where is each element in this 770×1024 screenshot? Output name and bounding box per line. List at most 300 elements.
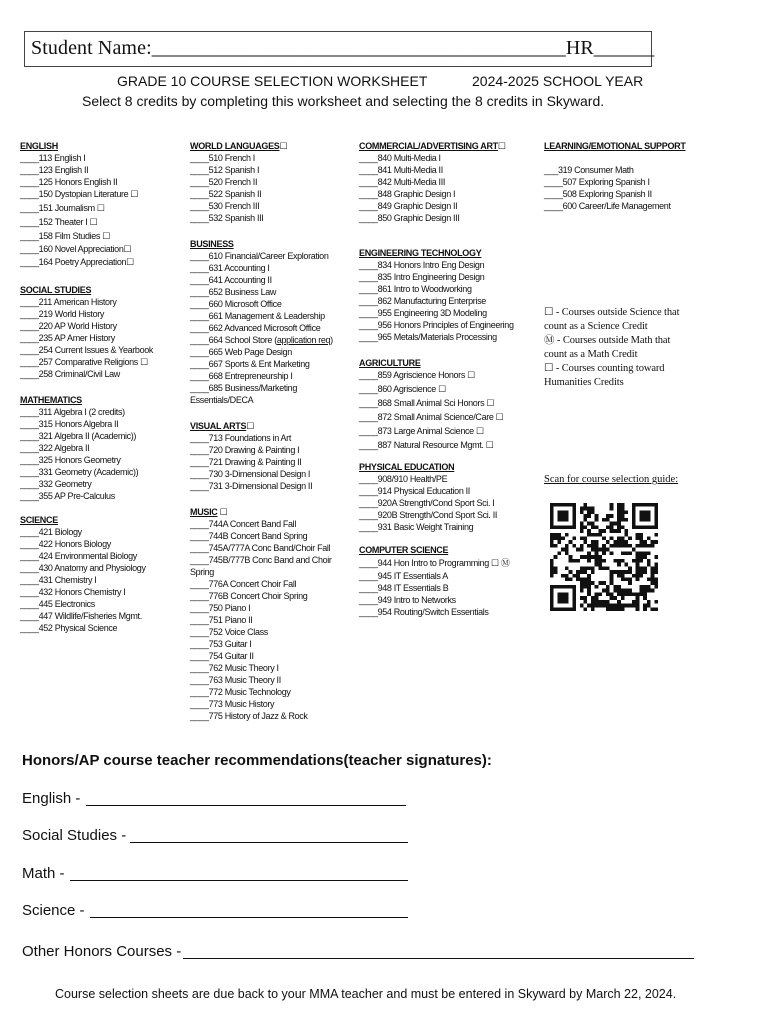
- qr-module: [580, 522, 584, 526]
- qr-module: [639, 566, 643, 570]
- course-item: ____512 Spanish I: [190, 165, 260, 175]
- qr-module: [550, 533, 554, 537]
- qr-module: [572, 607, 576, 611]
- qr-module: [587, 577, 591, 581]
- qr-module: [651, 574, 655, 578]
- qr-module: [643, 585, 647, 589]
- qr-module: [565, 514, 569, 518]
- qr-module: [610, 507, 614, 511]
- qr-module: [584, 540, 588, 544]
- qr-module: [565, 596, 569, 600]
- course-item: ____258 Criminal/Civil Law: [20, 369, 120, 379]
- qr-module: [639, 503, 643, 507]
- qr-module: [636, 596, 640, 600]
- qr-module: [654, 525, 658, 529]
- worksheet-title: GRADE 10 COURSE SELECTION WORKSHEET: [117, 73, 428, 89]
- course-item: ____859 Agriscience Honors ☐: [359, 370, 475, 380]
- qr-module: [610, 544, 614, 548]
- science-signature-label: Science -: [22, 902, 85, 919]
- qr-module: [651, 566, 655, 570]
- course-item: ____631 Accounting I: [190, 263, 270, 273]
- qr-module: [628, 592, 632, 596]
- qr-module: [602, 559, 606, 563]
- qr-module: [617, 585, 621, 589]
- course-item: Spring: [190, 567, 214, 577]
- qr-module: [554, 566, 558, 570]
- qr-module: [569, 559, 573, 563]
- qr-module: [584, 518, 588, 522]
- qr-module: [550, 537, 554, 541]
- application-required-link[interactable]: application req: [276, 335, 331, 345]
- qr-module: [557, 607, 561, 611]
- qr-module: [595, 525, 599, 529]
- course-item: ____955 Engineering 3D Modeling: [359, 308, 487, 318]
- qr-module: [587, 559, 591, 563]
- course-item: ____730 3-Dimensional Design I: [190, 469, 311, 479]
- qr-module: [636, 559, 640, 563]
- course-item: ____842 Multi-Media III: [359, 177, 446, 187]
- course-item: ____235 AP Amer History: [20, 333, 115, 343]
- qr-module: [647, 544, 651, 548]
- course-item: ____944 Hon Intro to Programming ☐ Ⓜ: [359, 558, 510, 568]
- course-item: ____721 Drawing & Painting II: [190, 457, 302, 467]
- math-signature-line[interactable]: [70, 880, 408, 881]
- qr-module: [632, 604, 636, 608]
- qr-module: [617, 607, 621, 611]
- qr-module: [643, 566, 647, 570]
- qr-module: [602, 529, 606, 533]
- qr-module: [647, 589, 651, 593]
- qr-module: [621, 574, 625, 578]
- qr-module: [632, 518, 636, 522]
- credit-legend: [544, 306, 694, 390]
- course-item: ____641 Accounting II: [190, 275, 272, 285]
- qr-module: [595, 592, 599, 596]
- qr-module: [621, 537, 625, 541]
- qr-module: [557, 514, 561, 518]
- qr-module: [550, 522, 554, 526]
- qr-module: [591, 566, 595, 570]
- qr-module: [584, 596, 588, 600]
- course-item: ____158 Film Studies ☐: [20, 231, 110, 241]
- course-item: ____745B/777B Conc Band and Choir: [190, 555, 332, 565]
- course-item: ____750 Piano I: [190, 603, 251, 613]
- qr-module: [643, 525, 647, 529]
- course-item: ____532 Spanish III: [190, 213, 264, 223]
- course-item: ____432 Honors Chemistry I: [20, 587, 126, 597]
- qr-module: [569, 585, 573, 589]
- qr-module: [639, 570, 643, 574]
- qr-module: [580, 585, 584, 589]
- qr-module: [580, 596, 584, 600]
- other-honors-signature-line[interactable]: [183, 958, 694, 959]
- course-item: ____431 Chemistry I: [20, 575, 97, 585]
- qr-module: [572, 596, 576, 600]
- qr-module: [565, 600, 569, 604]
- qr-module: [587, 566, 591, 570]
- qr-module: [613, 529, 617, 533]
- qr-module: [643, 592, 647, 596]
- section-title-science: SCIENCE: [20, 515, 58, 525]
- qr-module: [595, 600, 599, 604]
- qr-module: [557, 525, 561, 529]
- qr-module: [639, 518, 643, 522]
- qr-module: [624, 604, 628, 608]
- qr-module: [639, 589, 643, 593]
- qr-module: [606, 540, 610, 544]
- qr-module: [595, 540, 599, 544]
- qr-module: [651, 577, 655, 581]
- course-item: ____321 Algebra II (Academic)): [20, 431, 137, 441]
- qr-module: [602, 548, 606, 552]
- qr-module: [561, 600, 565, 604]
- humanities-credit-marker: ☐: [246, 421, 254, 431]
- course-item: ____954 Routing/Switch Essentials: [359, 607, 489, 617]
- qr-module: [580, 537, 584, 541]
- qr-module: [621, 570, 625, 574]
- qr-module: [554, 525, 558, 529]
- science-signature-line[interactable]: [90, 917, 408, 918]
- qr-module: [591, 525, 595, 529]
- qr-module: [639, 525, 643, 529]
- course-item: ____887 Natural Resource Mgmt. ☐: [359, 440, 494, 450]
- qr-module: [628, 570, 632, 574]
- qr-module: [643, 570, 647, 574]
- qr-module: [595, 563, 599, 567]
- qr-module: [621, 514, 625, 518]
- course-item: ____332 Geometry: [20, 479, 92, 489]
- qr-module: [624, 533, 628, 537]
- qr-module: [565, 566, 569, 570]
- qr-module: [557, 503, 561, 507]
- student-name-box[interactable]: [24, 31, 655, 67]
- qr-module: [598, 563, 602, 567]
- qr-module: [643, 551, 647, 555]
- qr-module: [628, 581, 632, 585]
- qr-module: [550, 559, 554, 563]
- course-item: ____665 Web Page Design: [190, 347, 292, 357]
- course-item: ____610 Financial/Career Exploration: [190, 251, 329, 261]
- qr-module: [610, 522, 614, 526]
- qr-module: [565, 510, 569, 514]
- qr-module: [624, 529, 628, 533]
- qr-module: [639, 514, 643, 518]
- qr-module: [639, 540, 643, 544]
- qr-module: [624, 592, 628, 596]
- course-item: ____745A/777A Conc Band/Choir Fall: [190, 543, 331, 553]
- qr-module: [654, 555, 658, 559]
- qr-module: [580, 589, 584, 593]
- qr-module: [643, 510, 647, 514]
- qr-module: [591, 596, 595, 600]
- qr-module: [561, 537, 565, 541]
- qr-module: [632, 574, 636, 578]
- qr-module: [610, 537, 614, 541]
- qr-module: [617, 537, 621, 541]
- section-title-world-languages: WORLD LANGUAGES: [190, 141, 280, 151]
- qr-module: [598, 581, 602, 585]
- qr-module: [602, 566, 606, 570]
- qr-module: [561, 592, 565, 596]
- qr-module: [595, 533, 599, 537]
- qr-module: [643, 589, 647, 593]
- course-item: ____661 Management & Leadership: [190, 311, 325, 321]
- qr-module: [554, 585, 558, 589]
- qr-module: [569, 540, 573, 544]
- qr-module: [654, 566, 658, 570]
- course-item: ____744B Concert Band Spring: [190, 531, 308, 541]
- english-signature-line[interactable]: [86, 805, 406, 806]
- qr-module: [654, 563, 658, 567]
- qr-module: [617, 592, 621, 596]
- qr-module: [636, 525, 640, 529]
- section-title-visual-arts: VISUAL ARTS: [190, 421, 247, 431]
- course-item: ____840 Multi-Media I: [359, 153, 441, 163]
- qr-module: [550, 566, 554, 570]
- qr-module: [606, 592, 610, 596]
- qr-module: [654, 510, 658, 514]
- qr-module: [576, 548, 580, 552]
- qr-module: [617, 514, 621, 518]
- qr-module: [617, 563, 621, 567]
- course-item: ____848 Graphic Design I: [359, 189, 456, 199]
- qr-module: [654, 570, 658, 574]
- qr-module: [643, 555, 647, 559]
- qr-module: [647, 559, 651, 563]
- qr-module: [647, 503, 651, 507]
- qr-module: [606, 607, 610, 611]
- qr-module: [651, 581, 655, 585]
- legend-math-credit: Ⓜ - Courses outside Math that count as a Math Credit: [544, 335, 671, 360]
- column-1: [20, 140, 153, 634]
- course-item: [190, 334, 333, 346]
- section-title-computer-science: COMPUTER SCIENCE: [359, 545, 449, 555]
- course-item: ____872 Small Animal Science/Care ☐: [359, 412, 504, 422]
- section-title-engineering: ENGINEERING TECHNOLOGY: [359, 248, 482, 258]
- qr-module: [632, 559, 636, 563]
- course-item: ____422 Honors Biology: [20, 539, 111, 549]
- qr-module: [587, 544, 591, 548]
- qr-module: [587, 589, 591, 593]
- qr-module: [591, 544, 595, 548]
- qr-module: [569, 570, 573, 574]
- qr-module: [617, 525, 621, 529]
- course-item: ____652 Business Law: [190, 287, 277, 297]
- qr-module: [587, 529, 591, 533]
- qr-module: [647, 604, 651, 608]
- course-item: ____948 IT Essentials B: [359, 583, 449, 593]
- qr-module: [613, 540, 617, 544]
- qr-module: [591, 604, 595, 608]
- qr-module: [632, 592, 636, 596]
- qr-module: [654, 533, 658, 537]
- qr-module: [651, 544, 655, 548]
- student-name-line: Student Name:_________________________________________HR______: [31, 37, 655, 59]
- qr-module: [643, 596, 647, 600]
- qr-module: [624, 544, 628, 548]
- column-4: [544, 140, 686, 212]
- qr-module: [572, 592, 576, 596]
- qr-module: [569, 555, 573, 559]
- qr-module: [561, 596, 565, 600]
- qr-module: [643, 607, 647, 611]
- qr-module: [632, 507, 636, 511]
- qr-module: [554, 533, 558, 537]
- qr-module: [598, 592, 602, 596]
- qr-module: [613, 559, 617, 563]
- qr-module: [572, 514, 576, 518]
- qr-module: [624, 570, 628, 574]
- qr-module: [606, 566, 610, 570]
- qr-module: [550, 570, 554, 574]
- qr-module: [610, 514, 614, 518]
- course-item: ____860 Agriscience ☐: [359, 384, 446, 394]
- qr-module: [591, 600, 595, 604]
- course-item: ____835 Intro Engineering Design: [359, 272, 485, 282]
- qr-module: [654, 503, 658, 507]
- course-item: ____861 Intro to Woodworking: [359, 284, 472, 294]
- qr-module: [565, 518, 569, 522]
- qr-module: [587, 551, 591, 555]
- course-item: ____600 Career/Life Management: [544, 201, 671, 211]
- qr-module: [602, 537, 606, 541]
- qr-module: [613, 589, 617, 593]
- qr-module: [580, 507, 584, 511]
- qr-module: [595, 544, 599, 548]
- course-item: ____908/910 Health/PE: [359, 474, 448, 484]
- course-item: ____125 Honors English II: [20, 177, 118, 187]
- qr-module: [647, 563, 651, 567]
- course-item: ____452 Physical Science: [20, 623, 118, 633]
- qr-module: [602, 589, 606, 593]
- qr-module: [636, 574, 640, 578]
- instructions: Select 8 credits by completing this worksheet and selecting the 8 credits in Skyward.: [82, 93, 605, 109]
- qr-module: [565, 533, 569, 537]
- qr-module: [651, 570, 655, 574]
- course-item: ____355 AP Pre-Calculus: [20, 491, 115, 501]
- qr-module: [610, 574, 614, 578]
- qr-module: [572, 518, 576, 522]
- qr-module: [584, 503, 588, 507]
- qr-code[interactable]: [550, 503, 658, 611]
- qr-module: [598, 555, 602, 559]
- course-item: ____949 Intro to Networks: [359, 595, 456, 605]
- qr-module: [606, 514, 610, 518]
- qr-module: [557, 592, 561, 596]
- course-item: ____920A Strength/Cond Sport Sci. I: [359, 498, 495, 508]
- qr-module: [628, 604, 632, 608]
- qr-module: [606, 525, 610, 529]
- qr-module: [561, 514, 565, 518]
- qr-module: [651, 540, 655, 544]
- qr-module: [632, 522, 636, 526]
- qr-module: [557, 540, 561, 544]
- course-item: ____421 Biology: [20, 527, 82, 537]
- qr-module: [643, 540, 647, 544]
- qr-module: [621, 544, 625, 548]
- qr-module: [584, 607, 588, 611]
- qr-module: [591, 522, 595, 526]
- qr-module: [621, 510, 625, 514]
- course-item: ____430 Anatomy and Physiology: [20, 563, 146, 573]
- qr-module: [580, 510, 584, 514]
- qr-module: [647, 537, 651, 541]
- qr-module: [569, 503, 573, 507]
- qr-module: [610, 592, 614, 596]
- qr-module: [572, 589, 576, 593]
- qr-module: [636, 566, 640, 570]
- qr-module: [636, 592, 640, 596]
- qr-module: [591, 507, 595, 511]
- section-title-mathematics: MATHEMATICS: [20, 395, 82, 405]
- qr-module: [580, 577, 584, 581]
- qr-module: [643, 604, 647, 608]
- course-item: ____776B Concert Choir Spring: [190, 591, 308, 601]
- course-item: ____763 Music Theory II: [190, 675, 281, 685]
- qr-module: [557, 596, 561, 600]
- qr-module: [624, 510, 628, 514]
- qr-module: [647, 518, 651, 522]
- course-item: ____662 Advanced Microsoft Office: [190, 323, 321, 333]
- qr-module: [647, 514, 651, 518]
- qr-module: [587, 522, 591, 526]
- section-title-commercial-art: COMMERCIAL/ADVERTISING ART: [359, 141, 498, 151]
- qr-module: [595, 548, 599, 552]
- course-item: ____424 Environmental Biology: [20, 551, 137, 561]
- course-item: ____219 World History: [20, 309, 105, 319]
- qr-module: [628, 537, 632, 541]
- qr-module: [610, 529, 614, 533]
- course-item: ____160 Novel Appreciation☐: [20, 244, 132, 254]
- qr-module: [639, 537, 643, 541]
- qr-module: [557, 600, 561, 604]
- qr-module: [572, 510, 576, 514]
- section-title-physical-education: PHYSICAL EDUCATION: [359, 462, 455, 472]
- legend-humanities-credit: ☐ - Courses counting toward Humanities Credits: [544, 363, 665, 388]
- qr-module: [610, 607, 614, 611]
- qr-module: [557, 537, 561, 541]
- qr-module: [576, 570, 580, 574]
- social-studies-signature-line[interactable]: [130, 842, 408, 843]
- course-item: ____752 Voice Class: [190, 627, 268, 637]
- qr-module: [550, 540, 554, 544]
- qr-module: [654, 518, 658, 522]
- qr-module: [550, 585, 554, 589]
- qr-module: [636, 503, 640, 507]
- qr-module: [639, 555, 643, 559]
- course-item: ____113 English I: [20, 153, 86, 163]
- course-item: ____660 Microsoft Office: [190, 299, 282, 309]
- course-item: ____920B Strength/Cond Sport Sci. II: [359, 510, 497, 520]
- qr-module: [624, 518, 628, 522]
- qr-module: [550, 574, 554, 578]
- course-item: ____211 American History: [20, 297, 117, 307]
- course-item: ____841 Multi-Media II: [359, 165, 443, 175]
- qr-module: [580, 525, 584, 529]
- qr-module: [621, 589, 625, 593]
- qr-module: [580, 604, 584, 608]
- qr-module: [617, 570, 621, 574]
- qr-module: [569, 577, 573, 581]
- course-item: ____775 History of Jazz & Rock: [190, 711, 308, 721]
- qr-module: [595, 514, 599, 518]
- qr-module: [636, 551, 640, 555]
- qr-module: [617, 544, 621, 548]
- qr-module: [654, 540, 658, 544]
- qr-module: [591, 510, 595, 514]
- qr-module: [643, 503, 647, 507]
- course-item: ____510 French I: [190, 153, 255, 163]
